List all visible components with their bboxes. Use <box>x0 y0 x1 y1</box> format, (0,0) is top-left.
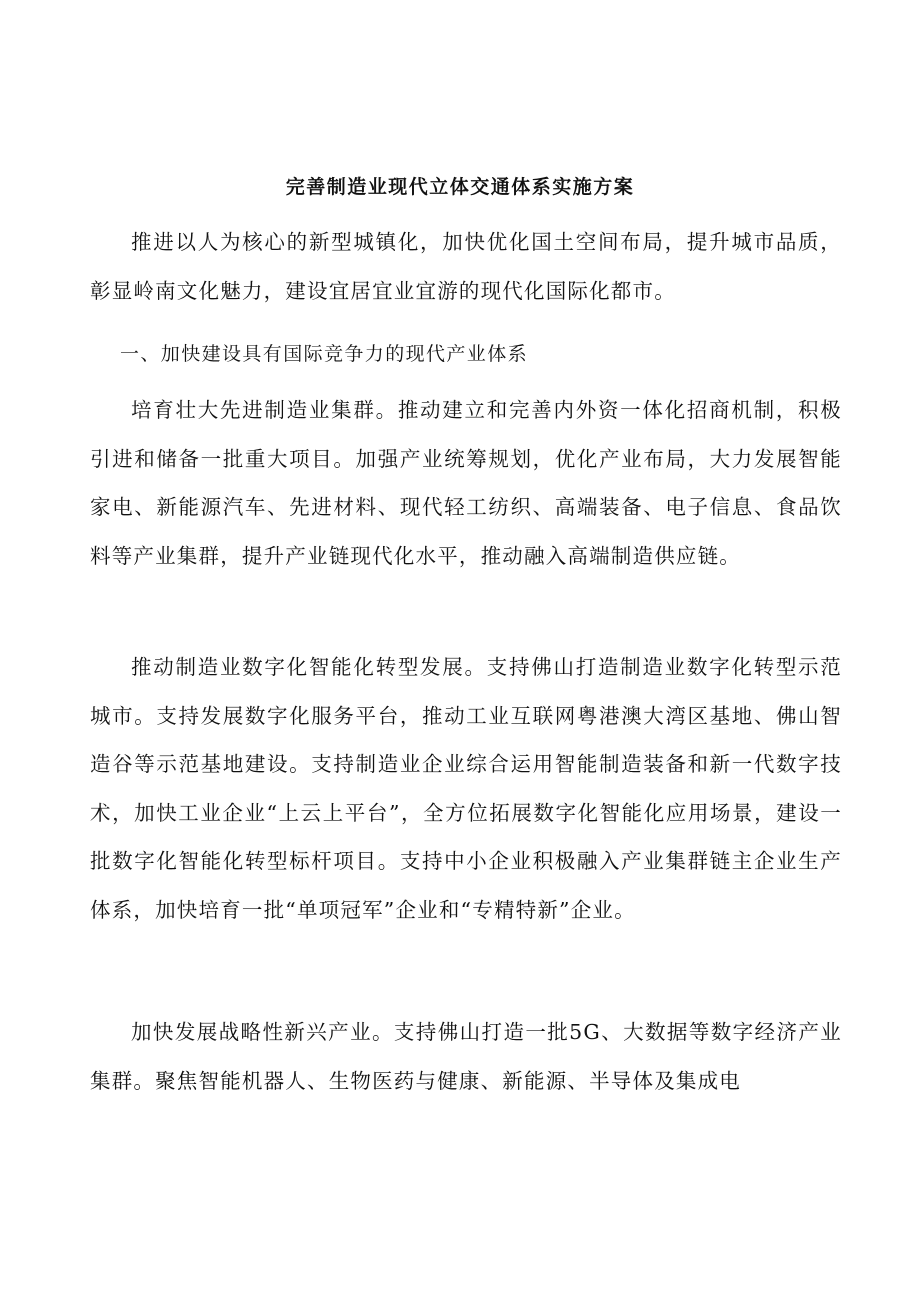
section-heading: 一、加快建设具有国际竞争力的现代产业体系 <box>120 343 529 365</box>
document-title: 完善制造业现代立体交通体系实施方案 <box>285 176 635 198</box>
body-paragraph: 培育壮大先进制造业集群。推动建立和完善内外资一体化招商机制，积极引进和储备一批重大项目。加强产业统筹规划，优化产业布局，大力发展智能家电、新能源汽车、先进材料、现代轻工纺织、高端装备、电子信息、食品饮料等产业集群，提升产业链现代化水平，推动融入高端制造供应链。 <box>90 398 842 568</box>
body-paragraph: 推动制造业数字化智能化转型发展。支持佛山打造制造业数字化转型示范城市。支持发展数字化服务平台，推动工业互联网粤港澳大湾区基地、佛山智造谷等示范基地建设。支持制造业企业综合运用智能制造装备和新一代数字技术，加快工业企业“上云上平台”，全方位拓展数字化智能化应用场景，建设一批数字化智能化转型标杆项目。支持中小企业积极融入产业集群链主企业生产体系，加快培育一批“单项冠军”企业和“专精特新”企业。 <box>90 655 842 922</box>
intro-paragraph: 推进以人为核心的新型城镇化，加快优化国土空间布局，提升城市品质，彰显岭南文化魅力，建设宜居宜业宜游的现代化国际化都市。 <box>90 230 842 303</box>
body-paragraph: 加快发展战略性新兴产业。支持佛山打造一批5G、大数据等数字经济产业集群。聚焦智能机器人、生物医药与健康、新能源、半导体及集成电 <box>90 1020 842 1093</box>
